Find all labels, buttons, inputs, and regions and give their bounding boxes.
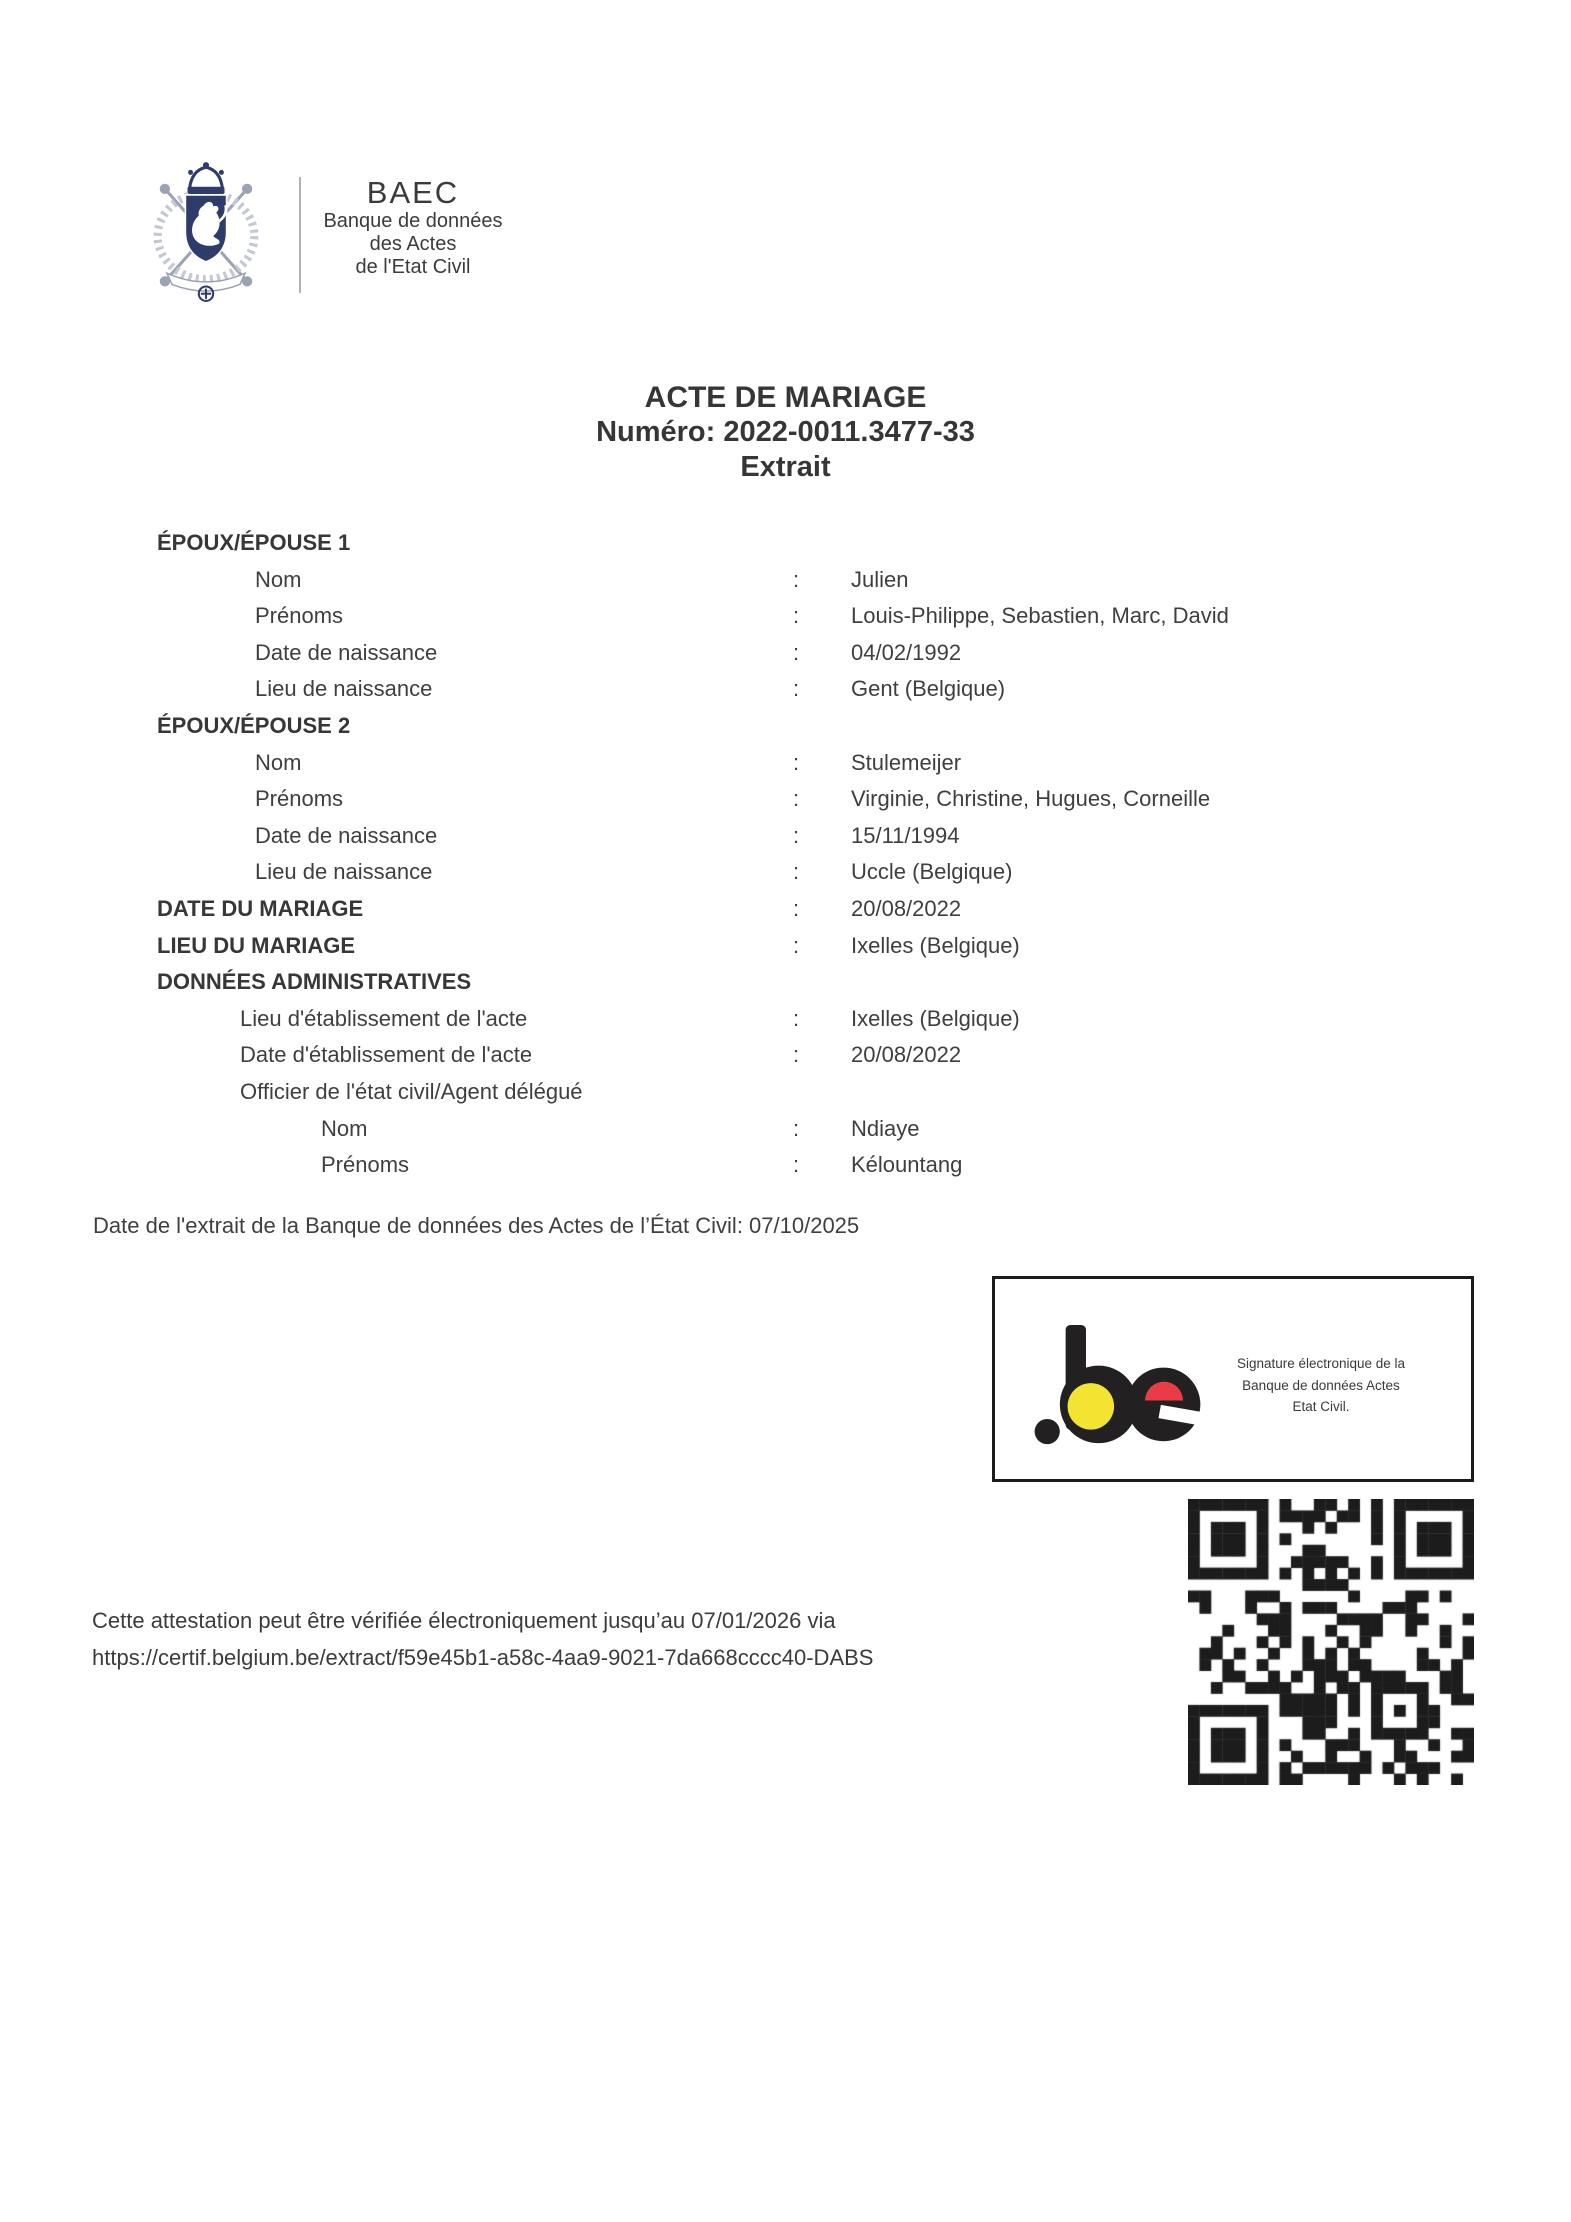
be-logo-dot bbox=[1035, 1419, 1060, 1444]
field-value: 15/11/1994 bbox=[851, 822, 960, 848]
record-row bbox=[0, 891, 1571, 928]
field-value: Stulemeijer bbox=[851, 749, 962, 775]
record-row bbox=[0, 1074, 1571, 1111]
verification-url: https://certif.belgium.be/extract/f59e45b1-a58c-4aa9-9021-7da668cccc40-DABS bbox=[92, 1645, 874, 1670]
field-label: Officier de l'état civil/Agent délégué bbox=[240, 1078, 583, 1104]
field-value: Virginie, Christine, Hugues, Corneille bbox=[851, 786, 1211, 812]
field-colon: : bbox=[793, 932, 800, 958]
title-block bbox=[0, 380, 1571, 485]
field-label: DONNÉES ADMINISTRATIVES bbox=[157, 969, 472, 995]
record-row bbox=[0, 708, 1571, 745]
field-value: Uccle (Belgique) bbox=[851, 859, 1013, 885]
extract-date-line: Date de l'extrait de la Banque de données des Actes de l’État Civil: 07/10/2025 bbox=[93, 1213, 860, 1238]
field-label: Nom bbox=[255, 566, 302, 592]
field-label: Prénoms bbox=[255, 603, 344, 629]
record-row bbox=[0, 671, 1571, 708]
field-value: Julien bbox=[851, 566, 909, 592]
verification-block bbox=[92, 1602, 873, 1676]
dot-be-logo-icon bbox=[1033, 1323, 1201, 1449]
document-subtitle: Extrait bbox=[740, 451, 831, 483]
record-row bbox=[0, 635, 1571, 672]
signature-caption-line: Etat Civil. bbox=[1292, 1399, 1350, 1414]
signature-box bbox=[992, 1276, 1474, 1482]
record-row bbox=[0, 562, 1571, 599]
field-colon: : bbox=[793, 786, 800, 812]
field-value: Ixelles (Belgique) bbox=[851, 932, 1020, 958]
field-colon: : bbox=[793, 1152, 800, 1178]
field-label: Lieu d'établissement de l'acte bbox=[240, 1005, 528, 1031]
field-value: Ndiaye bbox=[851, 1115, 920, 1141]
be-logo-yellow-disc bbox=[1068, 1383, 1115, 1430]
field-colon: : bbox=[793, 749, 800, 775]
document-title: ACTE DE MARIAGE bbox=[644, 381, 927, 414]
field-value: Ixelles (Belgique) bbox=[851, 1005, 1020, 1031]
field-colon: : bbox=[793, 639, 800, 665]
record-row bbox=[0, 781, 1571, 818]
field-label: Prénoms bbox=[255, 786, 344, 812]
document-number: Numéro: 2022-0011.3477-33 bbox=[596, 416, 975, 448]
verification-text: Cette attestation peut être vérifiée électroniquement jusqu’au 07/01/2026 via bbox=[92, 1608, 836, 1633]
field-colon: : bbox=[793, 676, 800, 702]
logo-divider bbox=[299, 177, 301, 293]
record-row bbox=[0, 964, 1571, 1001]
baec-subtitle-line: des Actes bbox=[369, 233, 457, 255]
field-label: Date de naissance bbox=[255, 639, 438, 665]
belgian-coat-of-arms-icon bbox=[148, 158, 264, 304]
field-value: 04/02/1992 bbox=[851, 639, 962, 665]
field-colon: : bbox=[793, 566, 800, 592]
record-row bbox=[0, 1037, 1571, 1074]
field-label: Date d'établissement de l'acte bbox=[240, 1042, 533, 1068]
field-colon: : bbox=[793, 1115, 800, 1141]
record-row bbox=[0, 1001, 1571, 1038]
field-label: Prénoms bbox=[321, 1152, 410, 1178]
field-label: Lieu de naissance bbox=[255, 859, 433, 885]
signature-caption-line: Banque de données Actes bbox=[1242, 1377, 1400, 1393]
signature-caption bbox=[1185, 1353, 1457, 1418]
baec-subtitle-line: Banque de données bbox=[323, 210, 503, 232]
field-colon: : bbox=[793, 822, 800, 848]
field-label: Nom bbox=[321, 1115, 368, 1141]
field-colon: : bbox=[793, 603, 800, 629]
field-value: Kélountang bbox=[851, 1152, 963, 1178]
record-row bbox=[0, 818, 1571, 855]
record-row bbox=[0, 928, 1571, 965]
field-value: 20/08/2022 bbox=[851, 895, 962, 921]
record-row bbox=[0, 854, 1571, 891]
record-row bbox=[0, 525, 1571, 562]
field-colon: : bbox=[793, 1005, 800, 1031]
field-value: Gent (Belgique) bbox=[851, 676, 1006, 702]
field-label: Lieu de naissance bbox=[255, 676, 433, 702]
field-label: LIEU DU MARIAGE bbox=[157, 932, 355, 958]
baec-subtitle-line: de l'Etat Civil bbox=[355, 256, 471, 278]
field-colon: : bbox=[793, 1042, 800, 1068]
field-label: Date de naissance bbox=[255, 822, 438, 848]
record-row bbox=[0, 598, 1571, 635]
field-value: Louis-Philippe, Sebastien, Marc, David bbox=[851, 603, 1229, 629]
record-row bbox=[0, 745, 1571, 782]
record-row bbox=[0, 1147, 1571, 1184]
qr-code bbox=[1188, 1499, 1474, 1785]
field-colon: : bbox=[793, 859, 800, 885]
field-label: Nom bbox=[255, 749, 302, 775]
field-value: 20/08/2022 bbox=[851, 1042, 962, 1068]
baec-logo-block bbox=[320, 176, 506, 279]
field-label: ÉPOUX/ÉPOUSE 2 bbox=[157, 712, 351, 738]
field-colon: : bbox=[793, 895, 800, 921]
signature-caption-line: Signature électronique de la bbox=[1236, 1356, 1406, 1371]
field-label: ÉPOUX/ÉPOUSE 1 bbox=[157, 530, 351, 555]
record-rows bbox=[0, 525, 1571, 1184]
baec-acronym: BAEC bbox=[366, 175, 460, 210]
field-label: DATE DU MARIAGE bbox=[157, 895, 364, 921]
record-row bbox=[0, 1111, 1571, 1148]
